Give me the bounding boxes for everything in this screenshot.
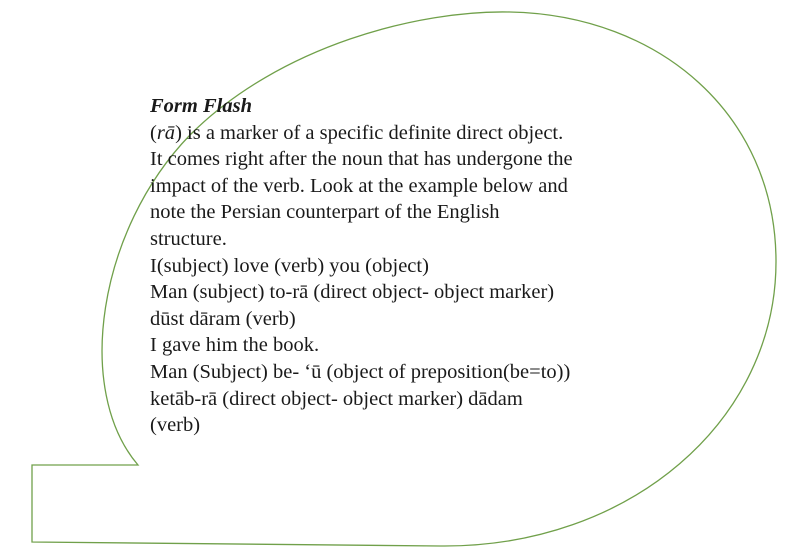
definition-line: [150, 120, 710, 147]
body-line: structure.: [150, 227, 227, 250]
body-line: note the Persian counterpart of the English: [150, 201, 500, 224]
paren-open: (: [150, 121, 157, 144]
example-line: I(subject) love (verb) you (object): [150, 254, 429, 277]
example-line: ketāb-rā (direct object- object marker) dādam: [150, 387, 523, 410]
example-line: Man (Subject) be- ‘ū (object of preposition(be=to)): [150, 360, 571, 383]
callout-text: [150, 93, 710, 439]
example-line: (verb): [150, 414, 201, 437]
example-line: dūst dāram (verb): [150, 307, 296, 330]
body-line: It comes right after the noun that has undergone the: [150, 148, 573, 171]
callout-title: Form Flash: [150, 95, 252, 117]
example-line: Man (subject) to-rā (direct object- object marker): [150, 281, 555, 304]
example-line: I gave him the book.: [150, 334, 320, 357]
body-line: impact of the verb. Look at the example below and: [150, 174, 568, 197]
marker-term: rā: [156, 121, 176, 144]
definition-rest: ) is a marker of a specific definite direct object.: [175, 121, 564, 144]
